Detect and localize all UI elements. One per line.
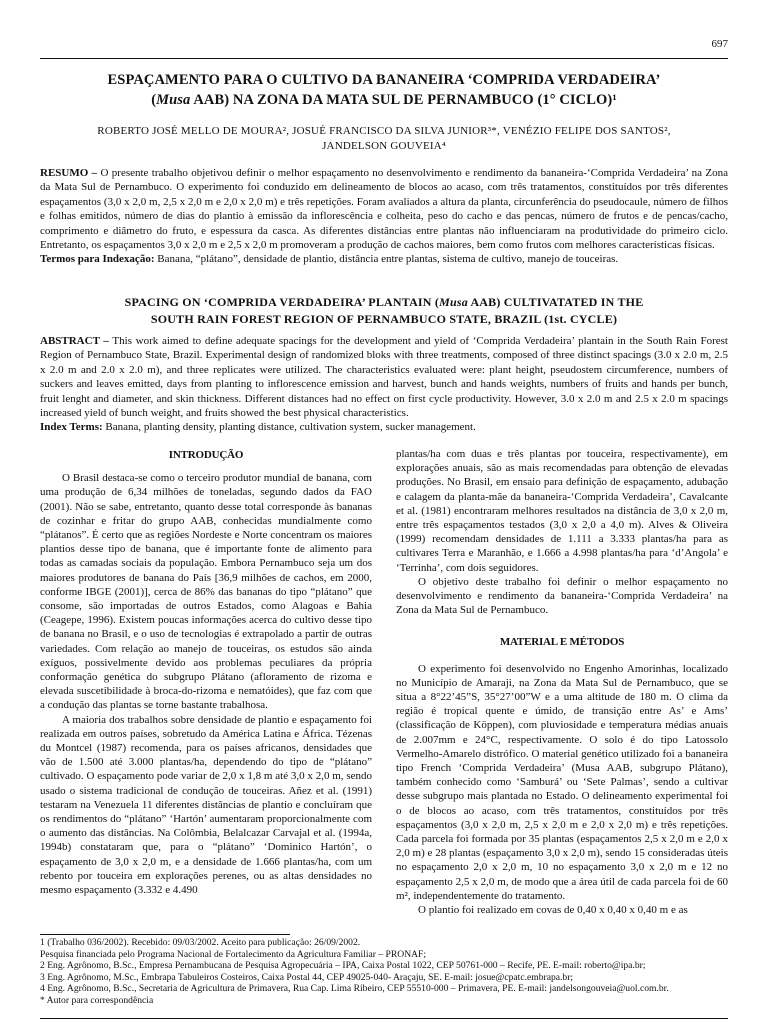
intro-paragraph-2: A maioria dos trabalhos sobre densidade de plantio e espaçamento foi realizada em outros países, sobretudo da América Latina e África. Tézenas du Montcel (1987) recomenda, para os países africanos, densidades que vão de 1.500 até 3.000 plantas/ha, dependendo do tipo de “plátano” cultivado. O espaçamento pode variar de 2,0 x 1,8 m até 3,0 x 2,0 m, sendo usado o sistema tradicional de condução de touceiras. Añez et al. (1991) testaram na Venezuela 11 diferentes distâncias de plantio e concluíram que os rendimentos do “plátano” ‘Hartón’ aumentaram proporcionalmente com o aumento das distâncias. Na Colômbia, Belalcazar Carvajal et al. (1994a, 1994b) constataram que, para o “plátano” ‘Dominico Hartón’, o espaçamento de 3,0 x 2,0 m, e a densidade de 1.666 plantas/ha, com um rebento por touceira em explorações perenes, ou as altas densidades no mesmo espaçamento (3.332 e 4.490 [40,713,372,897]
footnote-corresponding: * Autor para correspondência [40,994,154,1006]
english-title-line-2: SOUTH RAIN FOREST REGION OF PERNAMBUCO STATE, BRAZIL (1st. CYCLE) [150,312,618,326]
footnote-3: 3 Eng. Agrônomo, M.Sc., Embrapa Tabuleiros Costeiros, Caixa Postal 44, CEP 49025-040- Araçaju, SE. E-mail: josue@cpatc.embrapa.br; [40,971,574,983]
index-terms [40,420,728,434]
footnote-2: 2 Eng. Agrônomo, B.Sc., Empresa Pernambucana de Pesquisa Agropecuária – IPA, Caixa Postal 1022, CEP 50761-000 – Recife, PE. E-mail: roberto@ipa.br; [40,960,646,972]
etitle-pre: SPACING ON ‘COMPRIDA VERDADEIRA’ PLANTAIN ( [124,295,440,309]
resumo-terms-label: Termos para Indexação: [40,253,155,266]
resumo-paragraph [40,166,728,252]
methods-paragraph-1: O experimento foi desenvolvido no Engenho Amorinhas, localizado no Município de Amaraji, na Zona da Mata Sul de Pernambuco, que se situa a 8°22’45”S, 35°27’00”W e a uma altitude de 180 m. O clima da região é tropical quente e úmido, de transição entre As’ e Ams’ (classificação de Köppen), com pluviosidade e temperatura médias anuais de 2.007mm e 24°C, respectivamente. O solo é do tipo Latossolo Vermelho-Amarelo distrófico. O material genético utilizado foi a bananeira tipo French ‘Comprida Verdadeira’ (Musa AAB, subgrupo Plátano), também conhecido como ‘Samburá’ ou ‘Sete Palmas’, sendo a cultivar desse subgrupo mais plantada no Estado. O delineamento experimental foi o de blocos ao acaso, com três tratamentos, constituídos por três espaçamentos (3,0 x 2,0 m, 2,5 x 2,0 m e 2,0 x 2,0 m) e três repetições. Cada parcela foi formada por 35 plantas (espaçamentos 2,5 x 2,0 m e 2,0 x 2,0 m) e 28 plantas (espaçamento 3,0 x 2,0 m), sendo 15 consideradas úteis no espaçamento 2,0 x 2,0 m, 10 no espaçamento 3,0 x 2,0 m e 12 no espaçamento 2,5 x 2,0 m, de modo que a área útil de cada parcela foi de 60 m², independentemente do tratamento. [396,662,728,902]
resumo-label: RESUMO – [40,167,98,179]
authors-line-2: JANDELSON GOUVEIA⁴ [322,140,446,152]
authors-line-1: ROBERTO JOSÉ MELLO DE MOURA², JOSUÉ FRANCISCO DA SILVA JUNIOR³*, VENÉZIO FELIPE DOS SANTOS², [97,125,671,137]
abstract-label: ABSTRACT – [40,335,109,347]
index-terms-text: Banana, planting density, planting distance, cultivation system, sucker management. [102,421,476,434]
footnote-1-funding: Pesquisa financiada pelo Programa Nacional de Fortalecimento da Agricultura Familiar – PRONAF; [40,948,427,960]
article-title [40,70,728,110]
abstract-block [40,334,728,435]
resumo-block [40,166,728,267]
title-rest: AAB) NA ZONA DA MATA SUL DE PERNAMBUCO (1° CICLO)¹ [190,92,617,108]
footnote-1: 1 (Trabalho 036/2002). Recebido: 09/03/2002. Aceito para publicação: 26/09/2002. [40,937,361,948]
objective-paragraph: O objetivo deste trabalho foi definir o melhor espaçamento no desenvolvimento e rendimento da bananeira-‘Comprida Verdadeira’ na Zona da Mata Sul de Pernambuco. [396,575,728,617]
footnote-rule [40,934,290,935]
english-title [40,294,728,328]
author-list [40,124,728,154]
introducao-heading: INTRODUÇÃO [168,449,244,461]
abstract-text: This work aimed to define adequate spacings for the development and yield of ‘Comprida Verdadeira’ plantain in the South Rain Forest Region of Pernambuco State, Brazil. Experimental design of randomized bloks with three treatments, composed of three distinct spacings (3.0 x 2.0 m, 2.5 x 2.0 m and 2.0 x 2.0 m), and three replicates were utilized. The characteristics evaluated were: plant height, pseudostem circumference, numbers of suckers and leaves emitted, days from planting to inflorescence emission and harvest, bunch and hands weights, numbers of fruits and hands per bunch, fruit lenght and diameter, and skin thickness. Different distances had no effect on first cycle productivity. However, 3.0 x 2.0 m and 2.5 x 2.0 m spacings increased yield of bunch weight, and fruits showed the best physical characteristics. [40,335,728,420]
left-column [40,448,372,897]
abstract-paragraph [40,334,728,420]
resumo-text: O presente trabalho objetivou definir o melhor espaçamento no desenvolvimento e rendimento da bananeira-‘Comprida Verdadeira’ na Zona da Mata Sul de Pernambuco. O experimento foi conduzido em delineamento de blocos ao acaso, com três tratamentos, constituídos por três diferentes espaçamentos (3,0 x 2,0 m, 2,5 x 2,0 m e 2,0 x 2,0 m) e três repetições. Foram avaliados a altura da planta, circunferência do pseudocaule, número de filhos e folhas emitidos, número de dias do plantio à emissão da inflorescência e colheita, peso do cacho e das pencas, número de frutos e de pencas/cacho, comprimento e diâmetro do fruto, e espessura da casca. As diferentes distâncias entre plantas não influenciaram na produtividade do primeiro ciclo. Entretanto, os espaçamentos 3,0 x 2,0 m e 2,5 x 2,0 m promoveram a produção de cachos maiores, bem como frutos com melhores características físicas. [40,167,728,252]
resumo-terms-text: Banana, “plátano”, densidade de plantio, distância entre plantas, sistema de cultivo, manejo de touceiras. [154,253,619,266]
footnotes [40,937,728,1007]
material-metodos-heading: MATERIAL E MÉTODOS [499,636,625,649]
methods-paragraph-2: O plantio foi realizado em covas de 0,40 x 0,40 x 0,40 m e as [418,904,688,917]
title-genus: Musa [156,92,191,108]
footnote-4: 4 Eng. Agrônomo, B.Sc., Secretaria de Agricultura de Primavera, Rua Cap. Lima Ribeiro, CEP 55510-000 – Primavera, PE. E-mail: jandelsongouveia@uol.com.br. [40,983,669,995]
top-rule [40,58,728,59]
english-title-line-1 [40,294,728,311]
page-number: 697 [711,38,728,50]
title-paren: ( [151,92,157,108]
etitle-post: AAB) CULTIVATATED IN THE [467,295,644,309]
bottom-rule [40,1018,728,1019]
right-column [396,447,728,917]
title-line-1: ESPAÇAMENTO PARA O CULTIVO DA BANANEIRA ‘COMPRIDA VERDADEIRA’ [107,72,661,88]
intro-paragraph-3: plantas/ha com duas e três plantas por touceira, respectivamente), em explorações anuais, são as mais recomendadas para obtenção de elevadas produções. No Brasil, em ensaio para definição de espaçamento, adubação e calagem da planta-mãe da bananeira-‘Comprida Verdadeira’, Cavalcante et al. (1981) encontraram melhores resultados na distância de 3,0 x 2,0 m, entre três espaçamentos testados (3,0 x 2,0 a 4,0 m). Alves & Oliveira (1999) recomendam densidades de 1.111 a 3.333 plantas/ha para as cultivares Terra e Maranhão, e 1.666 a 4.998 plantas/ha para ‘d’Angola’ e ‘Terrinha’, com dois seguidores. [396,448,728,574]
etitle-genus: Musa [439,295,468,309]
intro-paragraph-1: O Brasil destaca-se como o terceiro produtor mundial de banana, com uma produção de 6,34 milhões de toneladas, segundo dados da FAO (2001). Não se sabe, entretanto, quanto desse total corresponde às bananas de cozinhar e fritar do grupo AAB, conhecidas mundialmente como “plátanos”. É certo que as regiões Nordeste e Norte concentram os maiores plantios desse tipo de banana, que é importante fonte de alimento para todas as camadas sociais da população. Embora Pernambuco seja um dos maiores produtores de banana do País [36,9 milhões de cachos, em 2000, conforme IBGE (2001)], cerca de 86% das bananas do tipo “plátano” que consome, são importadas de outros Estados, como Alagoas e Bahia (Ceagepe, 1996). Existem poucas informações acerca do cultivo desse tipo de banana no Brasil, e o uso de tecnologias é extrapolado a partir de outras variedades. Com relação ao manejo de touceiras, os estudos são ainda exíguos, possivelmente devido aos problemas peculiares da própria conformação genética do subgrupo Plátano (afloramento de rizoma e elevada suscetibilidade à broca-do-rizoma e nematóides), que faz com que a condução das plantas se torne bastante trabalhosa. [40,472,372,712]
resumo-terms [40,252,728,266]
title-line-2 [40,90,728,110]
index-terms-label: Index Terms: [40,421,103,434]
